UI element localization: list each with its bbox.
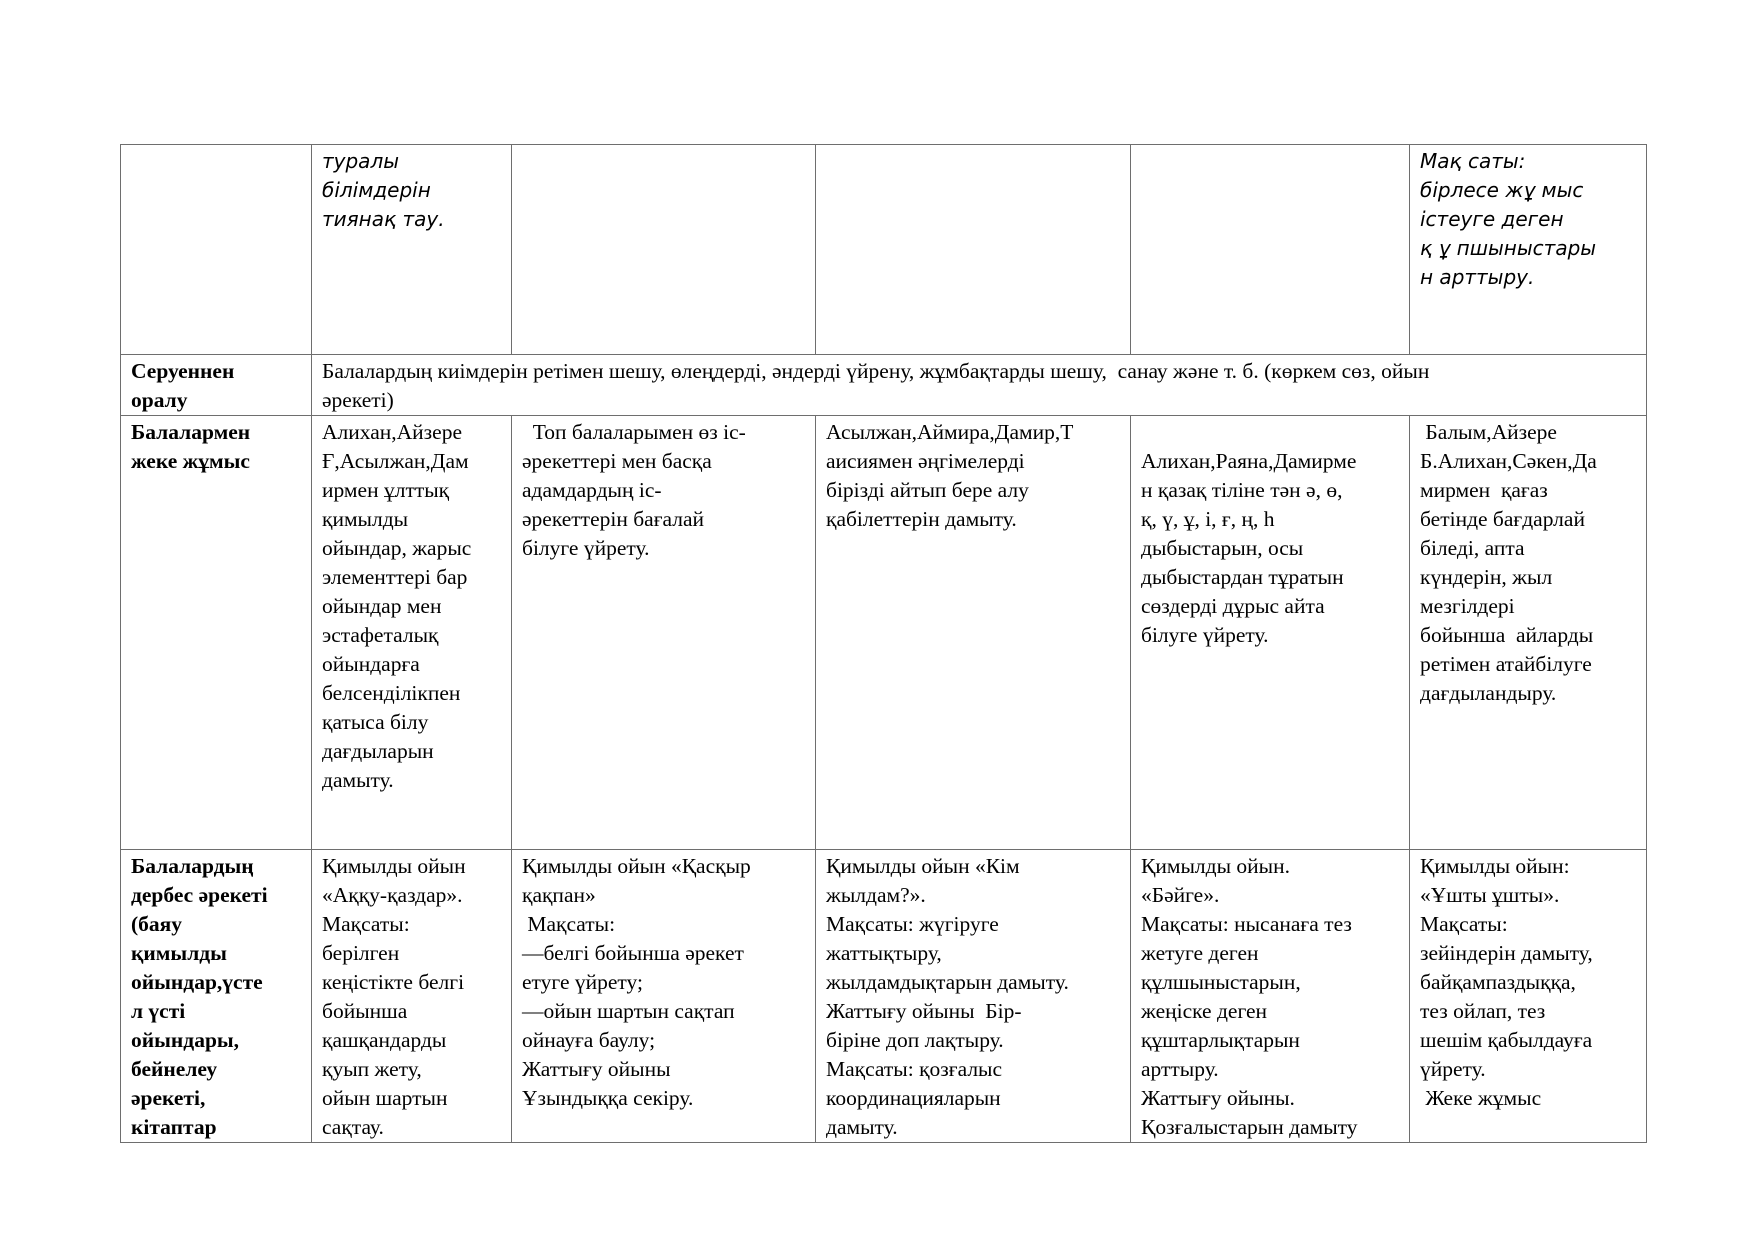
cell-text: Мақ саты: бірлесе жұ мыс істеуге деген қ ұ пшыныстары н арттыру. bbox=[1420, 149, 1597, 289]
row-label-individual-work: Балалармен жеке жұмыс bbox=[121, 416, 312, 850]
row-label-empty bbox=[121, 145, 312, 355]
cell-individual-work-wed: Асылжан,Аймира,Дамир,Т аисиямен әңгімелерді бірізді айтып бере алу қабілеттерін дамыту. bbox=[816, 416, 1131, 850]
row-label-walk-return: Серуеннен оралу bbox=[121, 355, 312, 416]
cell-row0-col3 bbox=[816, 145, 1131, 355]
table-row bbox=[121, 355, 1647, 416]
cell-row0-col4 bbox=[1131, 145, 1410, 355]
cell-individual-work-mon: Алихан,Айзере Ғ,Асылжан,Дам ирмен ұлттық қимылды ойындар, жарыс элементтері бар ойындар мен эстафеталық ойындарға белсенділікпен қатыса білу дағдыларын дамыту. bbox=[312, 416, 512, 850]
table-row bbox=[121, 416, 1647, 850]
cell-individual-work-tue: Топ балаларымен өз іс- әрекеттері мен басқа адамдардың іс- әрекеттерін бағалай білуге үйрету. bbox=[512, 416, 816, 850]
cell-independent-activity-fri: Қимылды ойын: «Ұшты ұшты». Мақсаты: зейіндерін дамыту, байқампаздыққа, тез ойлап, тез шешім қабылдауға үйрету. Жеке жұмыс bbox=[1410, 850, 1647, 1143]
cell-row0-col5 bbox=[1410, 145, 1647, 355]
row-label-independent-activity: Балалардың дербес әрекеті (баяу қимылды ойындар,үсте л үсті ойындары, бейнелеу әрекеті, кітаптар bbox=[121, 850, 312, 1143]
cell-walk-return-content: Балалардың киімдерін ретімен шешу, өлеңдерді, әндерді үйрену, жұмбақтарды шешу, санау және т. б. (көркем сөз, ойын әрекеті) bbox=[312, 355, 1647, 416]
cell-independent-activity-wed: Қимылды ойын «Кім жылдам?». Мақсаты: жүгіруге жаттықтыру, жылдамдықтарын дамыту. Жаттығу ойыны Бір- біріне доп лақтыру. Мақсаты: қозғалыс координацияларын дамыту. bbox=[816, 850, 1131, 1143]
table-row bbox=[121, 850, 1647, 1143]
cell-row0-col2 bbox=[512, 145, 816, 355]
cell-individual-work-fri: Балым,Айзере Б.Алихан,Сәкен,Да мирмен қағаз бетінде бағдарлай біледі, апта күндерін, жыл мезгілдері бойынша айларды ретімен атайбілуге дағдыландыру. bbox=[1410, 416, 1647, 850]
cell-individual-work-thu: Алихан,Раяна,Дамирме н қазақ тіліне тән ә, ө, қ, ү, ұ, і, ғ, ң, һ дыбыстарын, осы дыбыстардан тұратын сөздерді дұрыс айта білуге үйрету. bbox=[1131, 416, 1410, 850]
cell-row0-col1 bbox=[312, 145, 512, 355]
cell-independent-activity-mon: Қимылды ойын «Аққу-қаздар». Мақсаты: берілген кеңістікте белгі бойынша қашқандарды қуып жету, ойын шартын сақтау. bbox=[312, 850, 512, 1143]
cell-text: туралы білімдерін тиянақ тау. bbox=[322, 149, 445, 231]
daily-plan-table bbox=[120, 144, 1647, 1143]
cell-independent-activity-tue: Қимылды ойын «Қасқыр қақпан» Мақсаты: —белгі бойынша әрекет етуге үйрету; —ойын шартын сақтап ойнауға баулу; Жаттығу ойыны Ұзындыққа секіру. bbox=[512, 850, 816, 1143]
table-row bbox=[121, 145, 1647, 355]
cell-independent-activity-thu: Қимылды ойын. «Бәйге». Мақсаты: нысанаға тез жетуге деген құлшыныстарын, жеңіске деген құштарлықтарын арттыру. Жаттығу ойыны. Қозғалыстарын дамыту bbox=[1131, 850, 1410, 1143]
